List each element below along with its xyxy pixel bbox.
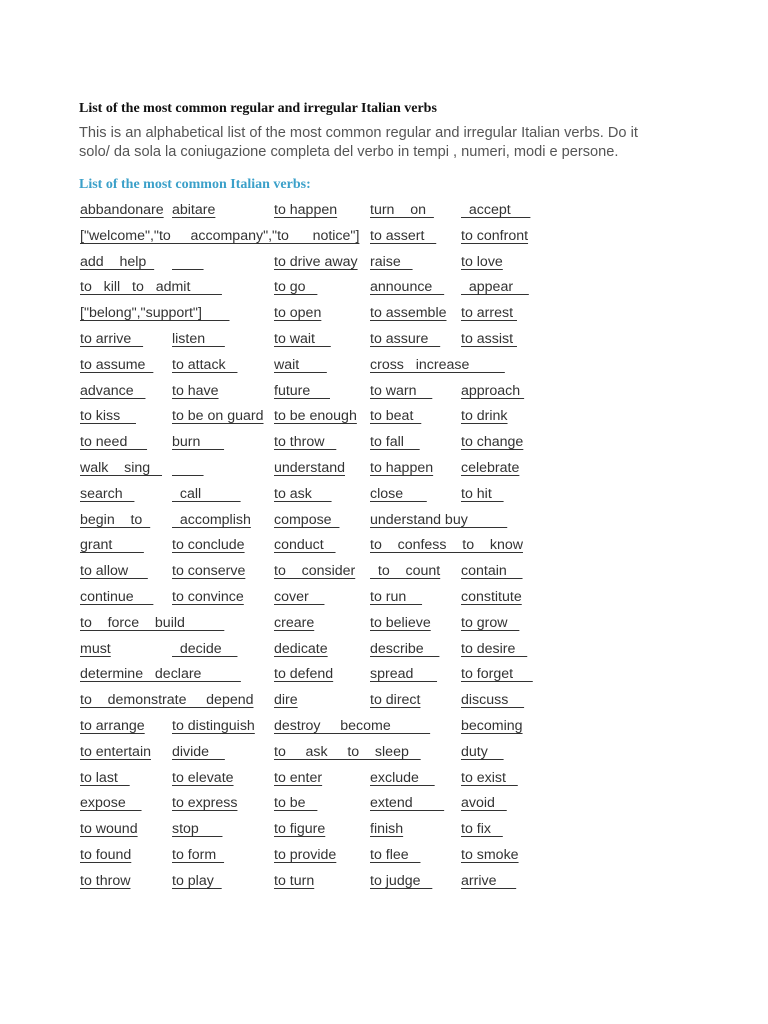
verb-table — [79, 199, 699, 896]
verb-cell: to run — [370, 588, 423, 605]
verb-cell: to throw — [80, 872, 131, 889]
verb-cell: decide — [172, 640, 238, 657]
verb-cell: must — [80, 640, 111, 657]
verb-cell: listen — [172, 330, 225, 347]
verb-cell: cross increase — [370, 356, 505, 373]
verb-cell: to entertain — [80, 743, 151, 760]
table-row — [79, 483, 699, 509]
verb-cell: to flee — [370, 846, 421, 863]
verb-cell: to arrive — [80, 330, 144, 347]
table-row — [79, 225, 699, 251]
verb-cell: close — [370, 485, 427, 502]
verb-cell: divide — [172, 743, 225, 760]
table-row — [79, 457, 699, 483]
verb-cell: to smoke — [461, 846, 519, 863]
verb-cell: to change — [461, 434, 524, 451]
verb-cell: to exist — [461, 769, 518, 786]
table-row — [79, 328, 699, 354]
verb-cell: abitare — [172, 202, 216, 218]
verb-cell: to be enough — [274, 408, 357, 425]
verb-cell: turn on — [370, 202, 434, 218]
intro-paragraph — [79, 124, 679, 162]
verb-cell: destroy become — [274, 717, 431, 734]
verb-cell: duty — [461, 743, 504, 760]
document-title: List of the most common regular and irregular Italian verbs — [79, 101, 437, 116]
verb-cell: appear — [461, 279, 529, 296]
table-row — [79, 276, 699, 302]
verb-cell: understand buy — [370, 511, 508, 528]
verb-cell: discuss — [461, 692, 525, 709]
verb-cell: determine declare — [80, 666, 241, 683]
verb-cell: to direct — [370, 692, 421, 709]
verb-cell: to provide — [274, 846, 337, 863]
verb-cell: to kiss — [80, 408, 136, 425]
verb-cell: to confront — [461, 227, 529, 244]
verb-cell: to defend — [274, 666, 334, 683]
verb-cell: celebrate — [461, 459, 520, 476]
verb-cell: extend — [370, 795, 445, 812]
verb-cell: to allow — [80, 563, 148, 580]
verb-cell: walk sing — [80, 459, 163, 476]
table-row — [79, 354, 699, 380]
verb-cell: to assume — [80, 356, 154, 373]
verb-cell: to convince — [172, 588, 244, 605]
verb-cell: to fall — [370, 434, 420, 451]
table-row — [79, 560, 699, 586]
verb-cell: exclude — [370, 769, 435, 786]
verb-cell: to play — [172, 872, 222, 889]
verb-cell: begin to — [80, 511, 151, 528]
verb-cell: add help — [80, 253, 155, 270]
verb-cell: compose — [274, 511, 340, 528]
verb-cell: to form — [172, 846, 225, 863]
verb-cell: to conserve — [172, 563, 246, 580]
verb-cell: to believe — [370, 614, 431, 631]
table-row — [79, 405, 699, 431]
table-row — [79, 638, 699, 664]
verb-cell: to distinguish — [172, 717, 255, 734]
verb-cell: to love — [461, 253, 503, 270]
verb-cell: to fix — [461, 821, 503, 838]
verb-cell: wait — [274, 356, 327, 373]
verb-cell: to express — [172, 795, 238, 812]
verb-cell: burn — [172, 434, 225, 451]
verb-cell: becoming — [461, 717, 523, 734]
table-row — [79, 586, 699, 612]
table-row — [79, 509, 699, 535]
verb-cell: to drink — [461, 408, 508, 425]
table-row — [79, 612, 699, 638]
verb-cell: to assist — [461, 330, 517, 347]
verb-cell: accomplish — [172, 511, 251, 528]
verb-cell: to arrest — [461, 305, 517, 322]
verb-cell: call — [172, 485, 241, 502]
table-row — [79, 689, 699, 715]
verb-cell: to ask — [274, 485, 332, 502]
verb-cell: spread — [370, 666, 438, 683]
table-row — [79, 302, 699, 328]
verb-cell: future — [274, 382, 330, 399]
verb-cell: constitute — [461, 588, 522, 605]
verb-cell: to demonstrate depend — [80, 692, 254, 709]
verb-cell: arrive — [461, 872, 517, 889]
verb-cell: to force build — [80, 614, 225, 631]
verb-cell: to elevate — [172, 769, 234, 786]
verb-cell: understand — [274, 459, 345, 476]
verb-cell: to open — [274, 305, 322, 322]
verb-cell: to go — [274, 279, 318, 296]
table-row — [79, 818, 699, 844]
verb-cell: expose — [80, 795, 142, 812]
verb-cell: contain — [461, 563, 523, 580]
verb-cell: grant — [80, 537, 144, 554]
verb-cell: search — [80, 485, 135, 502]
verb-cell: to last — [80, 769, 130, 786]
verb-cell: abbandonare — [80, 202, 164, 218]
verb-cell: to assure — [370, 330, 441, 347]
verb-cell: to conclude — [172, 537, 245, 554]
table-row — [79, 844, 699, 870]
verb-cell — [172, 254, 204, 270]
verb-cell: to enter — [274, 769, 323, 786]
table-row — [79, 199, 699, 225]
verb-cell: to turn — [274, 872, 315, 889]
table-row — [79, 380, 699, 406]
verb-cell: to attack — [172, 356, 238, 373]
table-row — [79, 663, 699, 689]
verb-cell: to throw — [274, 434, 337, 451]
verb-cell: to forget — [461, 666, 533, 683]
verb-cell: avoid — [461, 795, 507, 812]
verb-cell: to be — [274, 795, 318, 812]
intro-line-1: This is an alphabetical list of the most common regular and irregular Italian verbs. Do it — [79, 125, 638, 141]
verb-cell: raise — [370, 253, 413, 270]
verb-cell: conduct — [274, 537, 336, 554]
verb-cell: to assemble — [370, 305, 447, 322]
verb-cell: to ask to sleep — [274, 743, 421, 760]
table-row — [79, 534, 699, 560]
table-row — [79, 792, 699, 818]
intro-line-2: solo/ da sola la coniugazione completa del verbo in tempi , numeri, modi e persone. — [79, 144, 619, 160]
table-row — [79, 767, 699, 793]
verb-cell: to happen — [370, 459, 434, 476]
verb-cell: to confess to know — [370, 537, 523, 554]
verb-cell: to judge — [370, 872, 433, 889]
verb-cell: to assert — [370, 227, 437, 244]
verb-cell: to desire — [461, 640, 528, 657]
section-heading: List of the most common Italian verbs: — [79, 177, 311, 192]
verb-cell: dire — [274, 692, 298, 709]
verb-cell: to hit — [461, 485, 504, 502]
verb-cell: to grow — [461, 614, 520, 631]
verb-cell: dedicate — [274, 640, 328, 657]
verb-cell: describe — [370, 640, 440, 657]
table-row — [79, 870, 699, 896]
verb-cell — [172, 460, 204, 476]
verb-cell: to found — [80, 846, 132, 863]
verb-cell: to be on guard — [172, 408, 264, 425]
verb-cell: to beat — [370, 408, 422, 425]
verb-cell: advance — [80, 382, 146, 399]
verb-cell: to have — [172, 382, 219, 399]
verb-cell: to arrange — [80, 717, 145, 734]
verb-cell: to wait — [274, 330, 331, 347]
verb-cell: cover — [274, 588, 325, 605]
verb-cell: to drive away — [274, 253, 358, 270]
verb-cell: continue — [80, 588, 154, 605]
table-row — [79, 715, 699, 741]
verb-cell: finish — [370, 821, 404, 838]
verb-cell: to figure — [274, 821, 326, 838]
verb-cell: to need — [80, 434, 148, 451]
verb-cell: to warn — [370, 382, 433, 399]
verb-cell: announce — [370, 279, 445, 296]
verb-cell: to happen — [274, 202, 338, 218]
table-row — [79, 741, 699, 767]
verb-cell: to count — [370, 563, 441, 580]
verb-cell: to kill to admit — [80, 279, 222, 296]
verb-cell: to wound — [80, 821, 138, 838]
verb-cell: ["belong","support"] — [80, 305, 230, 322]
table-row — [79, 431, 699, 457]
verb-cell: accept — [461, 202, 531, 218]
verb-cell: stop — [172, 821, 223, 838]
verb-cell: approach — [461, 382, 525, 399]
table-row — [79, 251, 699, 277]
verb-cell: to consider — [274, 563, 356, 580]
verb-cell: ["welcome","to accompany","to notice"] — [80, 227, 360, 244]
verb-cell: creare — [274, 614, 315, 631]
